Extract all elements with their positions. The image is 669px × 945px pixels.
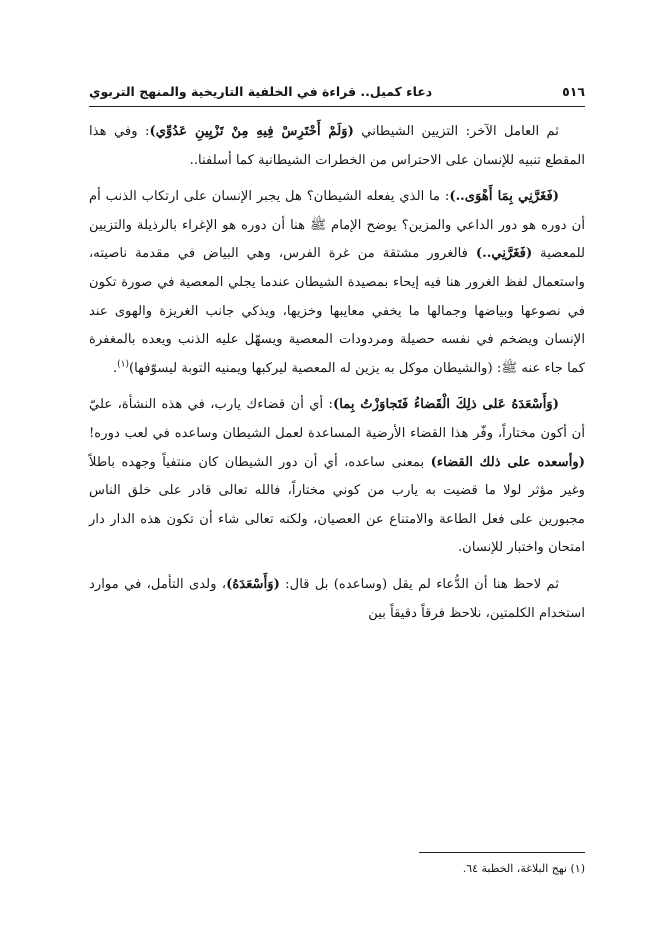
text-run: ثم العامل الآخر: التزيين الشيطاني [353,124,559,139]
text-run: : ما الذي يفعله الشيطان؟ هل يجبر الإنسان على ارتكاب الذنب أم أن دوره هو دور الداعي والمزين؟ يوضح الإمام ﷺ هنا أن دوره هو الإغراء بالرذيلة والتزيين للمعصية [89,189,585,262]
footnote: (١) نهج البلاغة، الخطبة ٦٤. [462,862,585,875]
header-divider [89,106,585,107]
text-run: : وفي هذا المقطع تنبيه للإنسان على الاحتراس من الخطرات الشيطانية كما أسلفنا.. [89,124,585,168]
quote-excerpt: (وَلَمْ أَحْتَرِسْ فِيهِ مِنْ تَزْيِينِ عَدُوِّي) [149,124,354,139]
quote-excerpt: (فَغَرَّنِي..) [475,246,533,262]
text-run: بمعنى ساعده، أي أن دور الشيطان كان منتفياً وجهده باطلاً وغير مؤثر لولا ما قضيت به يارب من كوني مختاراً، فالله تعالى قادر على خلق الناس مجبورين على فعل الطاعة والامتناع عن العصيان، ولكنه تعالى شاء أن تكون هذه الدار دار امتحان واختبار للإنسان. [89,454,585,556]
page-number: ٥١٦ [562,84,585,99]
footnote-divider [419,852,585,853]
paragraph-3 [89,391,585,563]
text-run: ، ولدى التأمل، في موارد استخدام الكلمتين، نلاحظ فرقاً دقيقاً بين [89,576,585,621]
text-run: فالغرور مشتقة من غرة الفرس، وهي البياض في مقدمة ناصيته، واستعمال لفظ الغرور هنا فيه إيحاء بمصيدة الشيطان عندما يجلي المعصية في صورة تكون في نصوعها وبياضها وجمالها ما يخفي معايبها وخزيها، ويذكي جانب الغريزة والهوى عند الإنسان ويضخم في نفسه حصيلة ومردودات المعصية ويسهّل عليه الذنب ويعده بالمغفرة كما جاء عنه ﷺ: (والشيطان موكل به يزين له المعصية ليركبها ويمنيه التوبة ليسوّفها) [89,246,585,376]
quote-excerpt: (وأسعده على ذلك القضاء) [430,454,585,470]
paragraph-1 [89,118,585,175]
text-run: . [112,360,118,376]
running-header [89,73,585,99]
quote-excerpt: (وَأَسْعَدَهُ عَلى ذلِكَ الْقَضاءُ فَتَجاوَزْتُ بِما) [333,397,559,413]
paragraph-4 [89,571,585,628]
paragraph-2 [89,183,585,383]
body-text [89,118,585,636]
running-title: دعاء كميل.. قراءة في الخلفية التاريخية والمنهج التربوي [89,84,433,99]
quote-excerpt: (فَغَرَّنِي بِمَا أَهْوَى..) [449,189,559,205]
footnote-reference[interactable]: (١) [117,359,130,370]
text-run: ثم لاحظ هنا أن الدُّعاء لم يقل (وساعده) بل قال: [279,576,559,592]
text-run: : أي أن قضاءك يارب، في هذه النشأة، عليّ أن أكون مختاراً، وفّر هذا القضاء الأرضية المساعدة لعمل الشيطان وساعده في لعب دوره! [89,397,585,441]
quote-excerpt: (وَأَسْعَدَهُ) [226,576,280,592]
